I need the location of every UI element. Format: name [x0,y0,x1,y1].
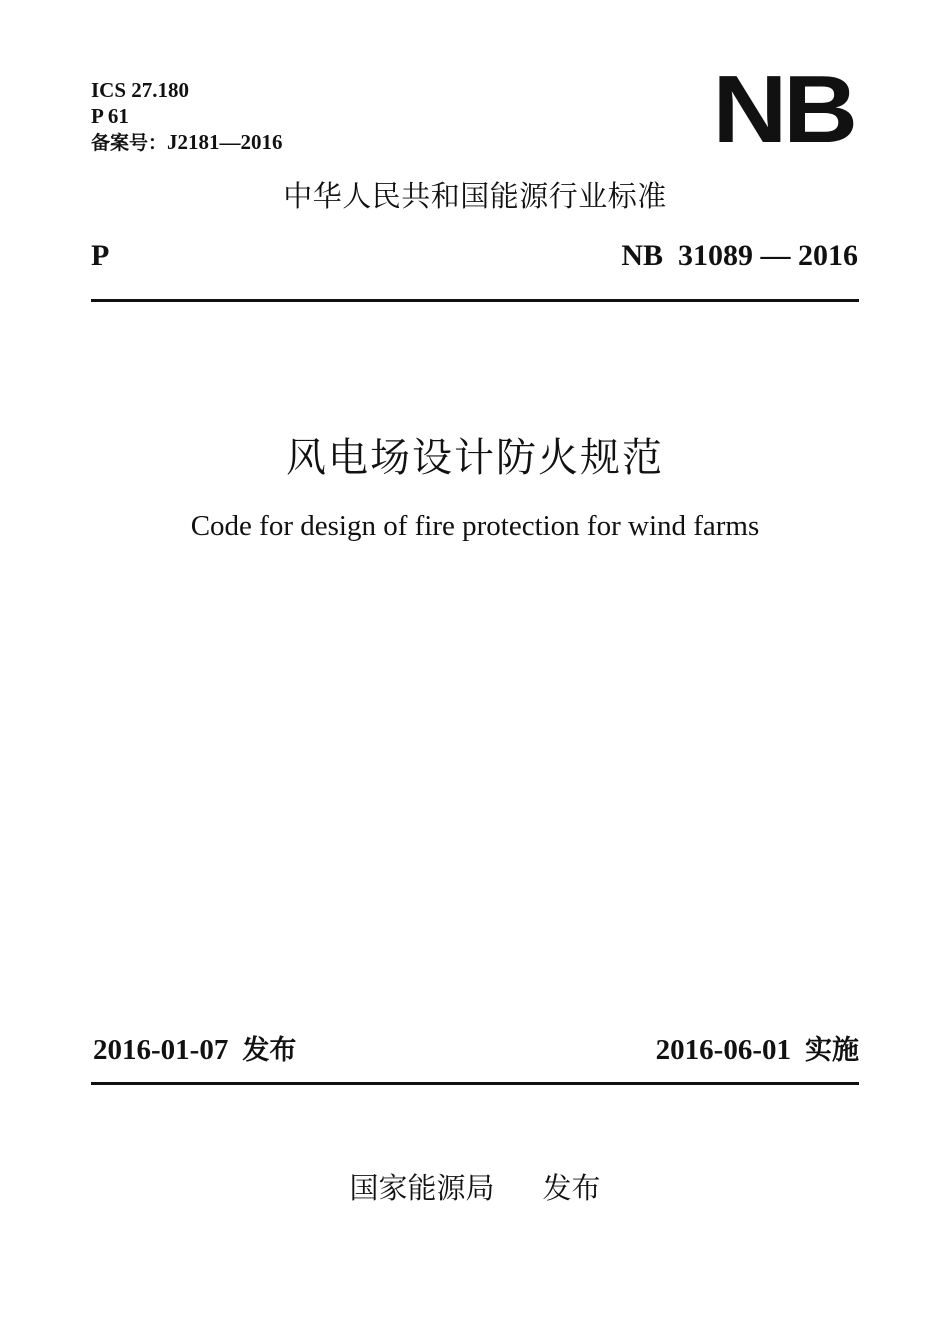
bottom-divider [91,1082,859,1085]
issue-date: 2016-01-07 [93,1034,229,1066]
record-label: 备案号： [91,132,168,154]
issue-label: 发布 [242,1035,297,1066]
record-value: J2181—2016 [167,130,283,154]
implement-date: 2016-06-01 [655,1034,791,1066]
top-divider [91,299,859,302]
nb-logo: NB [712,56,854,163]
ics-code: ICS 27.180 [91,78,190,102]
publisher [0,1166,950,1210]
standard-number: NB 31089 — 2016 [621,239,858,272]
publisher-name: 国家能源局 [349,1171,495,1205]
title-chinese: 风电场设计防火规范 [286,435,664,481]
record-number [91,130,283,155]
title-english: Code for design of fire protection for wind farms [190,510,760,542]
standard-category: 中华人民共和国能源行业标准 [283,179,667,213]
implement-label: 实施 [805,1035,859,1066]
ccs-code: P 61 [91,104,129,128]
publisher-action: 发布 [542,1171,601,1205]
classification-code: P [91,239,110,272]
implement-date-block [656,1030,859,1071]
issue-date-block [93,1030,296,1071]
